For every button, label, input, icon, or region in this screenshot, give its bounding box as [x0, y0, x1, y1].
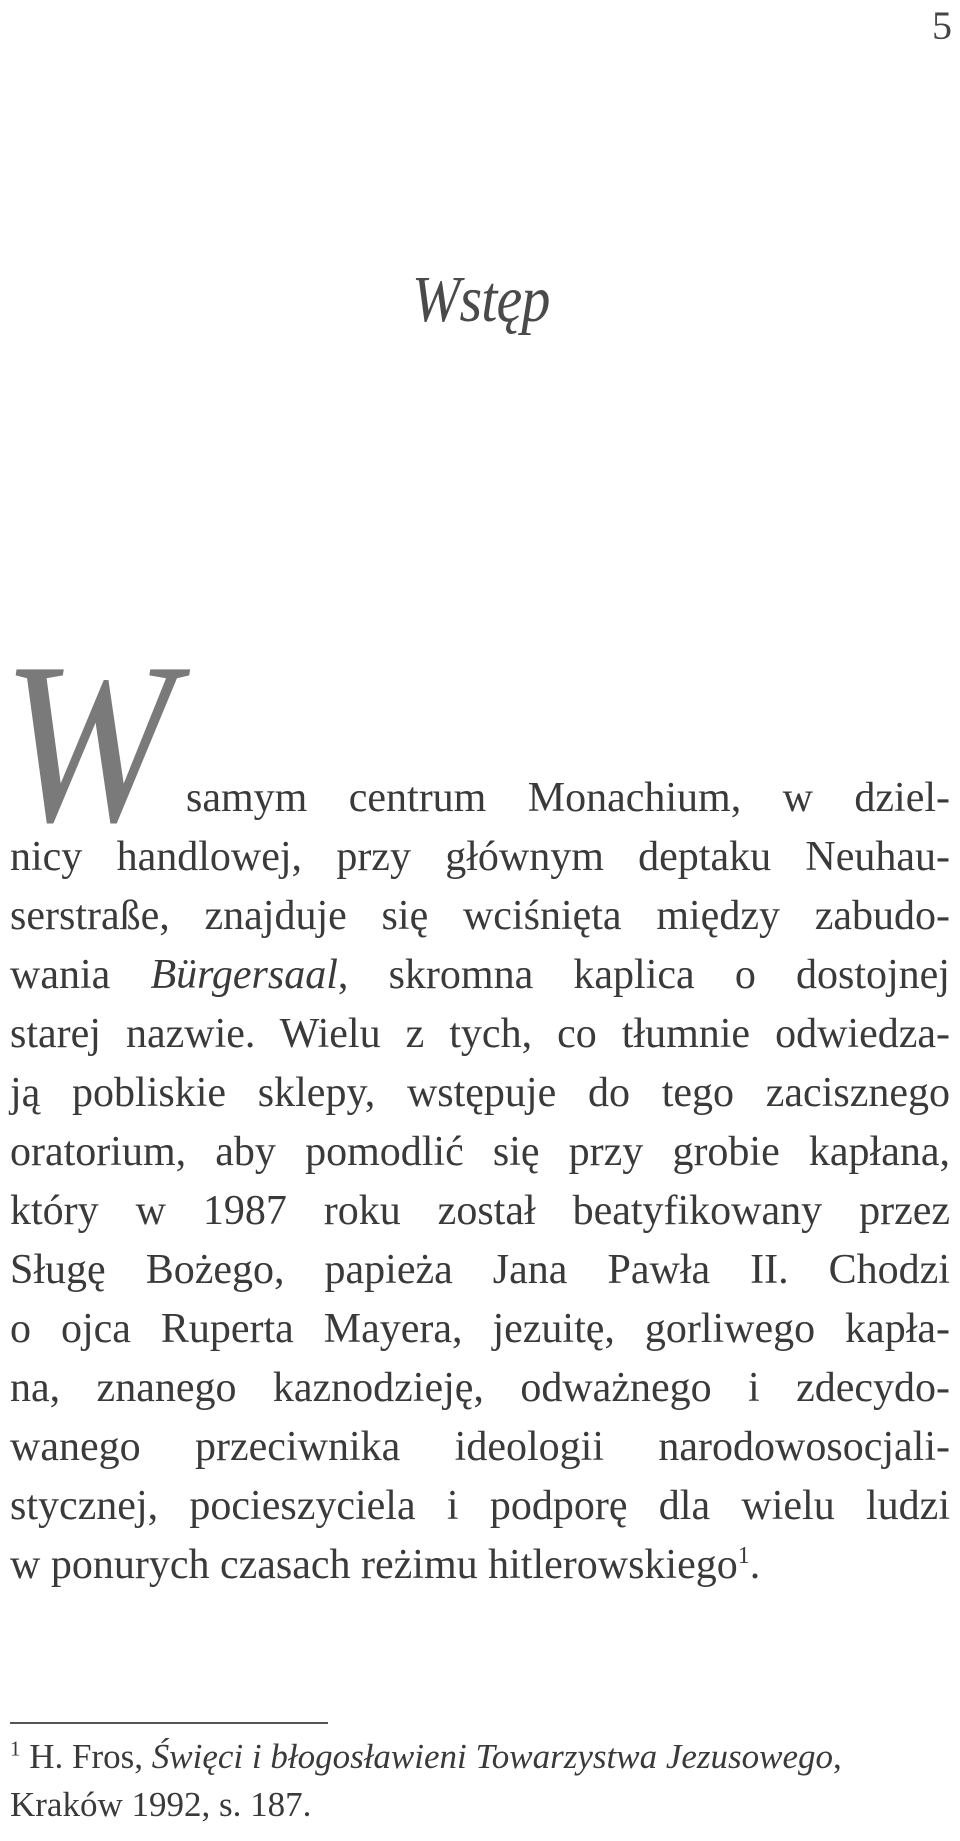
paragraph-line: który w 1987 roku został beatyfikowany przez: [10, 1188, 950, 1234]
footnote-line: Kraków 1992, s. 187.: [10, 1785, 312, 1824]
paragraph-line: serstraße, znajduje się wciśnięta między zabudo-: [10, 893, 950, 939]
footnote-marker: 1: [10, 1736, 21, 1761]
paragraph-line: ją pobliskie sklepy, wstępuje do tego zacisznego: [10, 1070, 950, 1116]
page-number: 5: [932, 3, 952, 48]
paragraph-line: na, znanego kaznodzieję, odważnego i zdecydo-: [10, 1365, 950, 1411]
paragraph-line: nicy handlowej, przy głównym deptaku Neuhau-: [10, 834, 950, 880]
paragraph-line: [10, 946, 950, 1005]
paragraph-line: Sługę Bożego, papieża Jana Pawła II. Chodzi: [10, 1247, 950, 1293]
line-text: , skromna kaplica o dostojnej: [337, 952, 950, 998]
line-text: w ponurych czasach reżimu hitlerowskiego: [10, 1542, 738, 1588]
paragraph-line: starej nazwie. Wielu z tych, co tłumnie odwiedza-: [10, 1011, 950, 1057]
line-text: wania: [10, 952, 151, 998]
paragraph-line: stycznej, pocieszyciela i podporę dla wielu ludzi: [10, 1483, 950, 1529]
paragraph-line: oratorium, aby pomodlić się przy grobie kapłana,: [10, 1129, 950, 1175]
paragraph-line: [10, 1536, 950, 1595]
drop-cap: W: [2, 615, 175, 870]
paragraph-line: wanego przeciwnika ideologii narodowosocjali-: [10, 1424, 950, 1470]
paragraph-line: o ojca Ruperta Mayera, jezuitę, gorliwego kapła-: [10, 1306, 950, 1352]
footnote-text: ,: [833, 1737, 842, 1776]
footnote-text: H. Fros,: [20, 1737, 152, 1776]
footnote-separator: [10, 1722, 328, 1724]
line-text: .: [749, 1542, 761, 1588]
footnote-reference[interactable]: 1: [737, 1543, 750, 1569]
italic-term: Bürgersaal: [150, 952, 338, 998]
footnote-title: Święci i błogosławieni Towarzystwa Jezusowego: [151, 1737, 834, 1776]
footnote-line: [10, 1734, 950, 1780]
paragraph-line: samym centrum Monachium, w dziel-: [186, 775, 950, 821]
chapter-title: Wstęp: [412, 263, 550, 336]
